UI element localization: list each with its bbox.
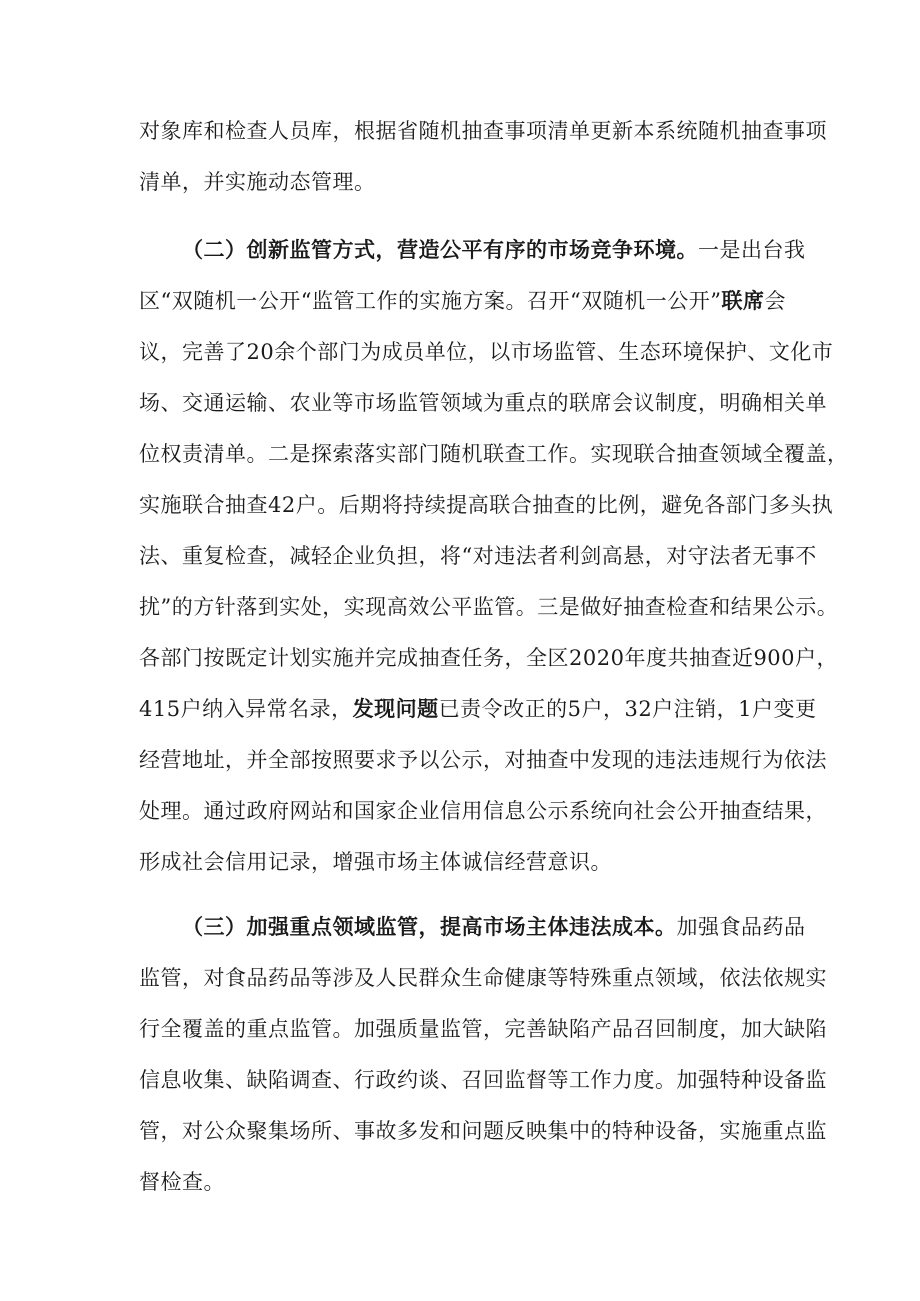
section-heading-2: （二）创新监管方式，营造公平有序的市场竞争环境。 xyxy=(182,237,698,262)
bold-term: 发现问题 xyxy=(352,696,439,721)
paragraph-line: 行全覆盖的重点监管。加强质量监管，完善缺陷产品召回制度，加大缺陷 xyxy=(139,1017,827,1041)
paragraph-line: 法、重复检查，减轻企业负担，将“对违法者利剑高悬，对守法者无事不 xyxy=(139,544,817,568)
paragraph-line: 清单，并实施动态管理。 xyxy=(139,170,376,194)
line-text: 区“双随机一公开“监管工作的实施方案。召开“双随机一公开” xyxy=(139,289,722,313)
line-text: 加强食品药品 xyxy=(676,915,806,939)
section-heading-line xyxy=(182,235,806,265)
line-text: 已责令改正的5户，32户注销，1户变更 xyxy=(438,697,817,721)
line-text: 会 xyxy=(764,289,786,313)
paragraph-line xyxy=(139,694,817,724)
paragraph-line: 实施联合抽查42户。后期将持续提高联合抽查的比例，避免各部门多头执 xyxy=(139,493,834,517)
paragraph-line: 扰”的方针落到实处，实现高效公平监管。三是做好抽查检查和结果公示。 xyxy=(139,595,839,619)
paragraph-line: 对象库和检查人员库，根据省随机抽查事项清单更新本系统随机抽查事项 xyxy=(139,119,827,143)
section-heading-line xyxy=(182,912,806,942)
paragraph-line: 经营地址，并全部按照要求予以公示，对抽查中发现的违法违规行为依法 xyxy=(139,748,827,772)
paragraph-line: 监管，对食品药品等涉及人民群众生命健康等特殊重点领域，依法依规实 xyxy=(139,966,827,990)
paragraph-line: 信息收集、缺陷调查、行政约谈、召回监督等工作力度。加强特种设备监 xyxy=(139,1068,827,1092)
bold-term: 联席 xyxy=(721,288,765,313)
paragraph-line: 处理。通过政府网站和国家企业信用信息公示系统向社会公开抽查结果， xyxy=(139,799,827,823)
line-text: 一是出台我 xyxy=(698,238,806,262)
paragraph-line: 位权责清单。二是探索落实部门随机联查工作。实现联合抽查领域全覆盖， xyxy=(139,442,849,466)
paragraph-line: 形成社会信用记录，增强市场主体诚信经营意识。 xyxy=(139,850,612,874)
paragraph-line xyxy=(139,286,786,316)
paragraph-line: 各部门按既定计划实施并完成抽查任务，全区2020年度共抽查近900户， xyxy=(139,646,839,670)
section-heading-3: （三）加强重点领域监管，提高市场主体违法成本。 xyxy=(182,914,677,939)
paragraph-line: 督检查。 xyxy=(139,1170,225,1194)
paragraph-line: 议，完善了20余个部门为成员单位，以市场监管、生态环境保护、文化市 xyxy=(139,340,834,364)
paragraph-line: 场、交通运输、农业等市场监管领域为重点的联席会议制度，明确相关单 xyxy=(139,391,827,415)
line-text: 415户纳入异常名录， xyxy=(139,697,353,721)
paragraph-line: 管，对公众聚集场所、事故多发和问题反映集中的特种设备，实施重点监 xyxy=(139,1119,827,1143)
